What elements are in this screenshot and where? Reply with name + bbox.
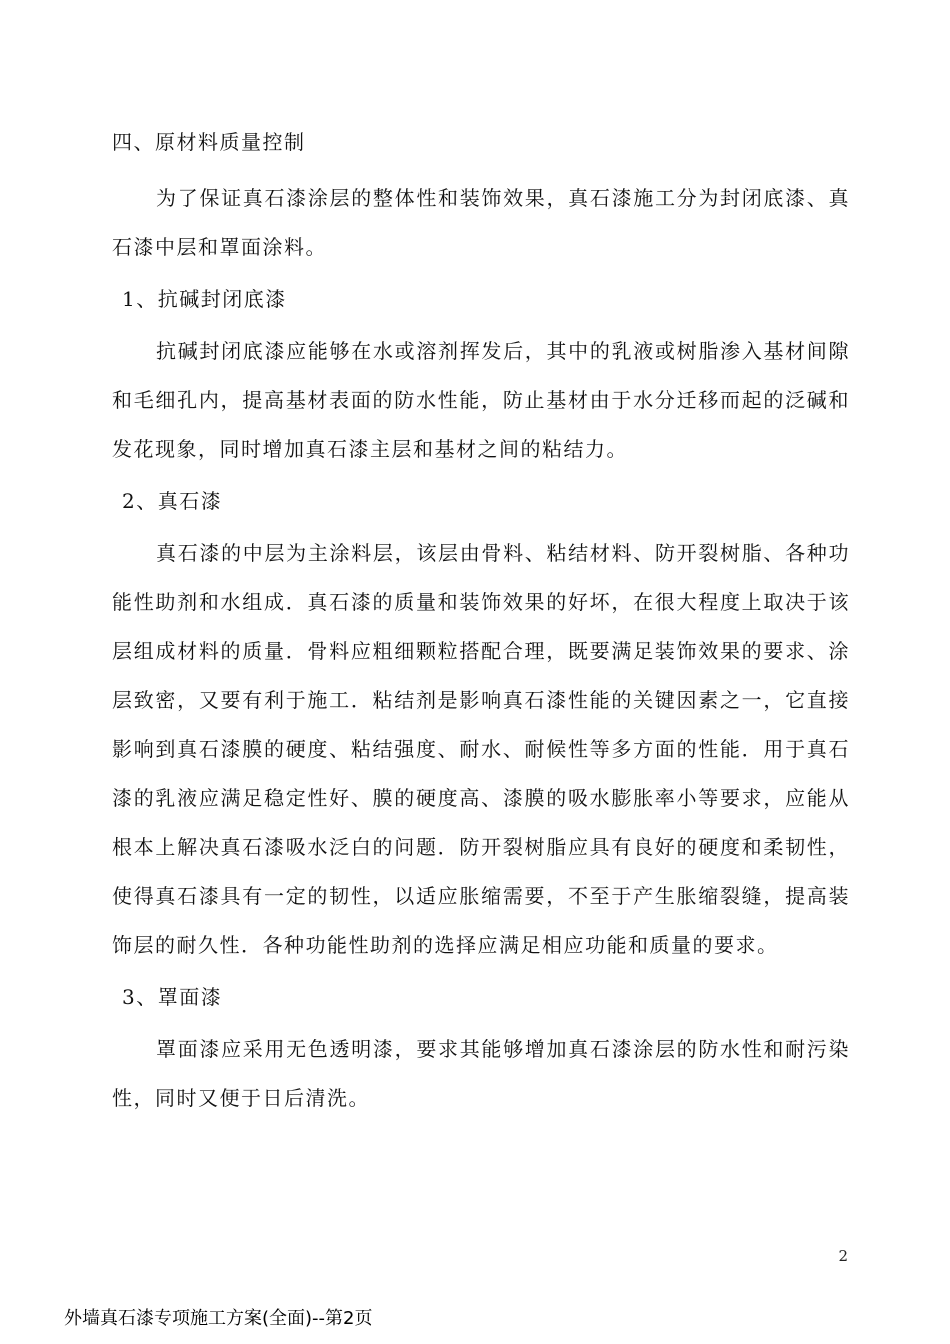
- subsection-paragraph-1: 抗碱封闭底漆应能够在水或溶剂挥发后，其中的乳液或树脂渗入基材间隙和毛细孔内，提高基材表面的防水性能，防止基材由于水分迁移而起的泛碱和发花现象，同时增加真石漆主层和基材之间的粘结力。: [112, 339, 850, 461]
- footer-title: 外墙真石漆专项施工方案(全面)--第2页: [64, 1308, 373, 1329]
- subsection-paragraph-3: 罩面漆应采用无色透明漆，要求其能够增加真石漆涂层的防水性和耐污染性，同时又便于日后清洗。: [112, 1037, 850, 1110]
- subsection-heading-3: 3、罩面漆: [122, 985, 223, 1009]
- page-number: 2: [838, 1247, 848, 1265]
- subsection-paragraph-2: 真石漆的中层为主涂料层，该层由骨料、粘结材料、防开裂树脂、各种功能性助剂和水组成．真石漆的质量和装饰效果的好坏，在很大程度上取决于该层组成材料的质量．骨料应粗细颗粒搭配合理，既要满足装饰效果的要求、涂层致密，又要有利于施工．粘结剂是影响真石漆性能的关键因素之一，它直接影响到真石漆膜的硬度、粘结强度、耐水、耐候性等多方面的性能．用于真石漆的乳液应满足稳定性好、膜的硬度高、漆膜的吸水膨胀率小等要求，应能从根本上解决真石漆吸水泛白的问题．防开裂树脂应具有良好的硬度和柔韧性，使得真石漆具有一定的韧性，以适应胀缩需要，不至于产生胀缩裂缝，提高装饰层的耐久性．各种功能性助剂的选择应满足相应功能和质量的要求。: [112, 541, 850, 957]
- document-body: [112, 118, 850, 1123]
- intro-paragraph: 为了保证真石漆涂层的整体性和装饰效果，真石漆施工分为封闭底漆、真石漆中层和罩面涂料。: [112, 186, 850, 259]
- subsection-heading-2: 2、真石漆: [122, 489, 223, 513]
- section-heading: 四、原材料质量控制: [112, 130, 306, 154]
- subsection-heading-1: 1、抗碱封闭底漆: [122, 287, 287, 311]
